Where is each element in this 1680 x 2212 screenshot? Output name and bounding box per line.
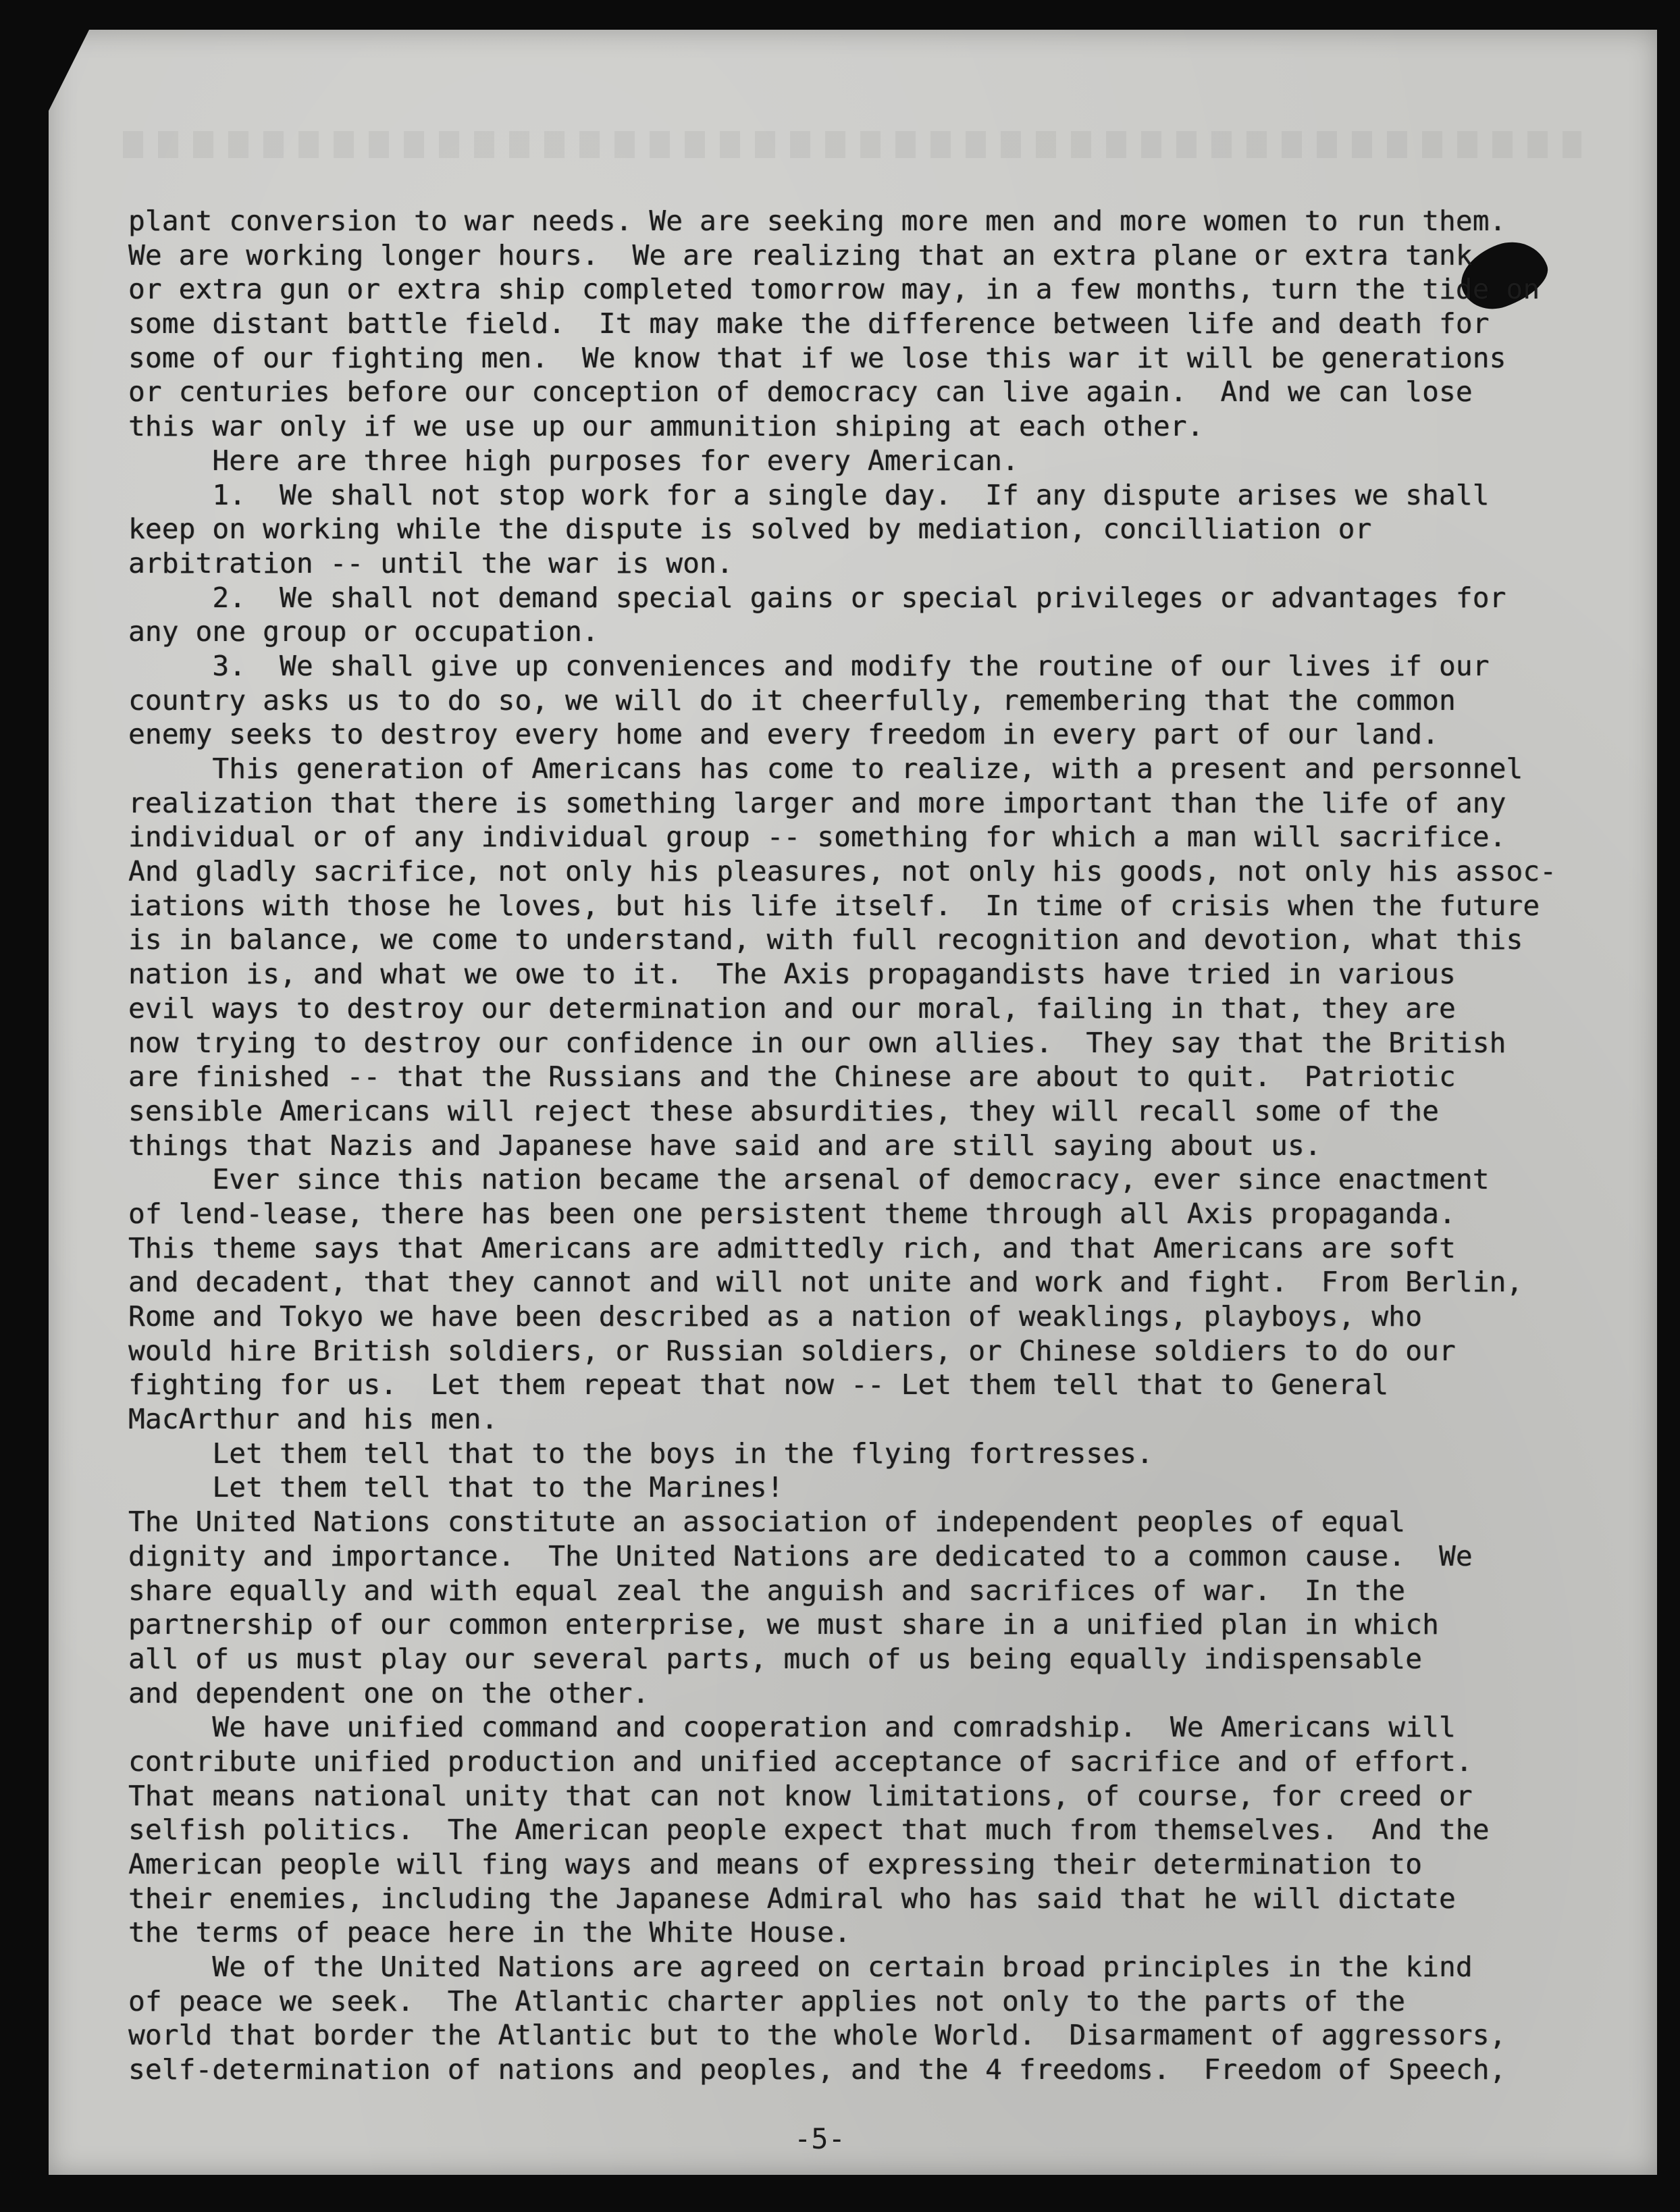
text-line: Here are three high purposes for every American.	[128, 444, 1019, 477]
text-line: self-determination of nations and peoples, and the 4 freedoms. Freedom of Speech,	[128, 2053, 1506, 2086]
text-line: plant conversion to war needs. We are seeking more men and more women to run them.	[128, 205, 1506, 237]
text-line: That means national unity that can not know limitations, of course, for creed or	[128, 1779, 1473, 1812]
text-line: or extra gun or extra ship completed tomorrow may, in a few months, turn the tide on	[128, 273, 1540, 306]
text-line: the terms of peace here in the White House.	[128, 1916, 851, 1949]
text-line: MacArthur and his men.	[128, 1403, 498, 1436]
text-line: 1. We shall not stop work for a single day. If any dispute arises we shall	[128, 478, 1490, 511]
text-line: or centuries before our conception of democracy can live again. And we can lose	[128, 376, 1473, 409]
text-line: dignity and importance. The United Nations are dedicated to a common cause. We	[128, 1539, 1473, 1572]
text-line: some distant battle field. It may make the difference between life and death for	[128, 307, 1490, 340]
text-line: contribute unified production and unified acceptance of sacrifice and of effort.	[128, 1745, 1473, 1778]
folded-corner	[49, 30, 89, 111]
text-line: world that border the Atlantic but to the whole World. Disarmament of aggressors,	[128, 2019, 1506, 2052]
text-line: Let them tell that to the Marines!	[128, 1471, 784, 1504]
text-line: keep on working while the dispute is solved by mediation, concilliation or	[128, 513, 1372, 546]
text-line: The United Nations constitute an association of independent peoples of equal	[128, 1506, 1406, 1539]
text-line: Ever since this nation became the arsenal of democracy, ever since enactment	[128, 1163, 1490, 1196]
text-line: is in balance, we come to understand, with full recognition and devotion, what this	[128, 923, 1523, 956]
text-line: This generation of Americans has come to realize, with a present and personnel	[128, 752, 1523, 785]
text-line: arbitration -- until the war is won.	[128, 546, 733, 580]
text-line: We have unified command and cooperation and comradship. We Americans will	[128, 1711, 1456, 1744]
text-line: are finished -- that the Russians and the Chinese are about to quit. Patriotic	[128, 1060, 1456, 1094]
text-line: some of our fighting men. We know that if we lose this war it will be generations	[128, 341, 1506, 374]
text-line: and dependent one on the other.	[128, 1676, 650, 1709]
text-line: We are working longer hours. We are realizing that an extra plane or extra tank	[128, 238, 1473, 272]
text-line: now trying to destroy our confidence in our own allies. They say that the British	[128, 1026, 1506, 1059]
text-line: share equally and with equal zeal the anguish and sacrifices of war. In the	[128, 1574, 1406, 1607]
text-line: 2. We shall not demand special gains or special privileges or advantages for	[128, 581, 1506, 614]
document-page	[49, 30, 1657, 2175]
body-text	[128, 204, 1600, 2087]
text-line: American people will fing ways and means of expressing their determination to	[128, 1848, 1423, 1880]
text-line: We of the United Nations are agreed on certain broad principles in the kind	[128, 1951, 1473, 1984]
text-line: their enemies, including the Japanese Admiral who has said that he will dictate	[128, 1882, 1456, 1915]
text-line: partnership of our common enterprise, we must share in a unified plan in which	[128, 1608, 1439, 1641]
faded-header-strip	[123, 131, 1581, 158]
text-line: Rome and Tokyo we have been described as a nation of weaklings, playboys, who	[128, 1300, 1423, 1333]
text-line: of peace we seek. The Atlantic charter applies not only to the parts of the	[128, 1984, 1406, 2017]
text-line: this war only if we use up our ammunition shiping at each other.	[128, 410, 1204, 443]
text-line: selfish politics. The American people expect that much from themselves. And the	[128, 1814, 1490, 1847]
text-line: 3. We shall give up conveniences and modify the routine of our lives if our	[128, 649, 1490, 682]
text-line: of lend-lease, there has been one persistent theme through all Axis propaganda.	[128, 1197, 1456, 1230]
text-line: realization that there is something larger and more important than the life of any	[128, 786, 1506, 819]
text-line: country asks us to do so, we will do it cheerfully, remembering that the common	[128, 684, 1456, 717]
text-line: Let them tell that to the boys in the flying fortresses.	[128, 1437, 1153, 1470]
text-line: any one group or occupation.	[128, 615, 599, 648]
text-line: fighting for us. Let them repeat that now -- Let them tell that to General	[128, 1368, 1389, 1401]
text-line: This theme says that Americans are admittedly rich, and that Americans are soft	[128, 1231, 1456, 1264]
text-line: individual or of any individual group -- something for which a man will sacrifice.	[128, 821, 1506, 854]
text-line: all of us must play our several parts, much of us being equally indispensable	[128, 1642, 1423, 1675]
text-line: iations with those he loves, but his life itself. In time of crisis when the future	[128, 889, 1540, 922]
text-line: would hire British soldiers, or Russian soldiers, or Chinese soldiers to do our	[128, 1334, 1456, 1367]
text-line: things that Nazis and Japanese have said and are still saying about us.	[128, 1129, 1321, 1162]
text-line: nation is, and what we owe to it. The Axis propagandists have tried in various	[128, 958, 1456, 991]
text-line: evil ways to destroy our determination and our moral, failing in that, they are	[128, 992, 1456, 1025]
text-line: sensible Americans will reject these absurdities, they will recall some of the	[128, 1094, 1439, 1127]
text-line: And gladly sacrifice, not only his pleasures, not only his goods, not only his assoc-	[128, 855, 1557, 888]
text-line: and decadent, that they cannot and will not unite and work and fight. From Berlin,	[128, 1266, 1523, 1299]
page-number: -5-	[794, 2122, 845, 2155]
text-line: enemy seeks to destroy every home and every freedom in every part of our land.	[128, 718, 1439, 751]
